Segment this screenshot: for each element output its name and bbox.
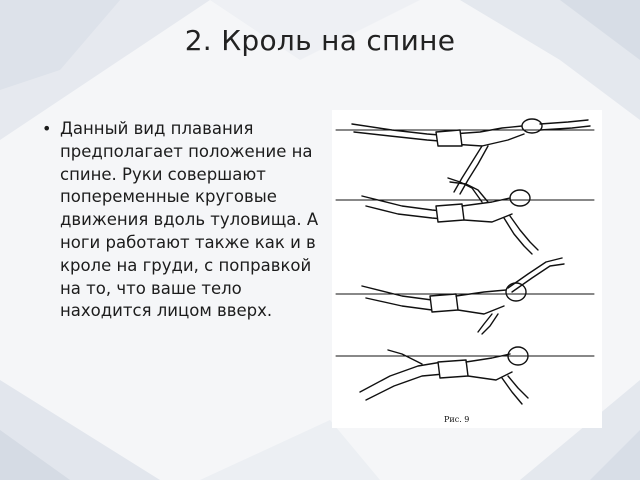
bullet-item (40, 118, 325, 323)
bullet-text: Данный вид плавания предполагает положение на спине. Руки совершают попеременные круговые движения вдоль туловища. А ноги работают также как и в кроле на груди, с поправкой на то, что ваше тело находится лицом вверх. (60, 119, 319, 321)
figure-caption: Рис. 9 (444, 415, 470, 424)
swimmer-figure-3 (336, 258, 594, 334)
backstroke-swimmer-illustration-icon (332, 110, 602, 428)
bullet-marker: • (42, 119, 52, 138)
backstroke-illustration (332, 110, 602, 428)
bullet-list (40, 118, 325, 323)
slide-title: 2. Кроль на спине (184, 24, 456, 57)
swimmer-figure-1 (336, 119, 594, 194)
swimmer-figure-2 (336, 178, 594, 254)
swimmer-figure-4 (336, 347, 594, 404)
